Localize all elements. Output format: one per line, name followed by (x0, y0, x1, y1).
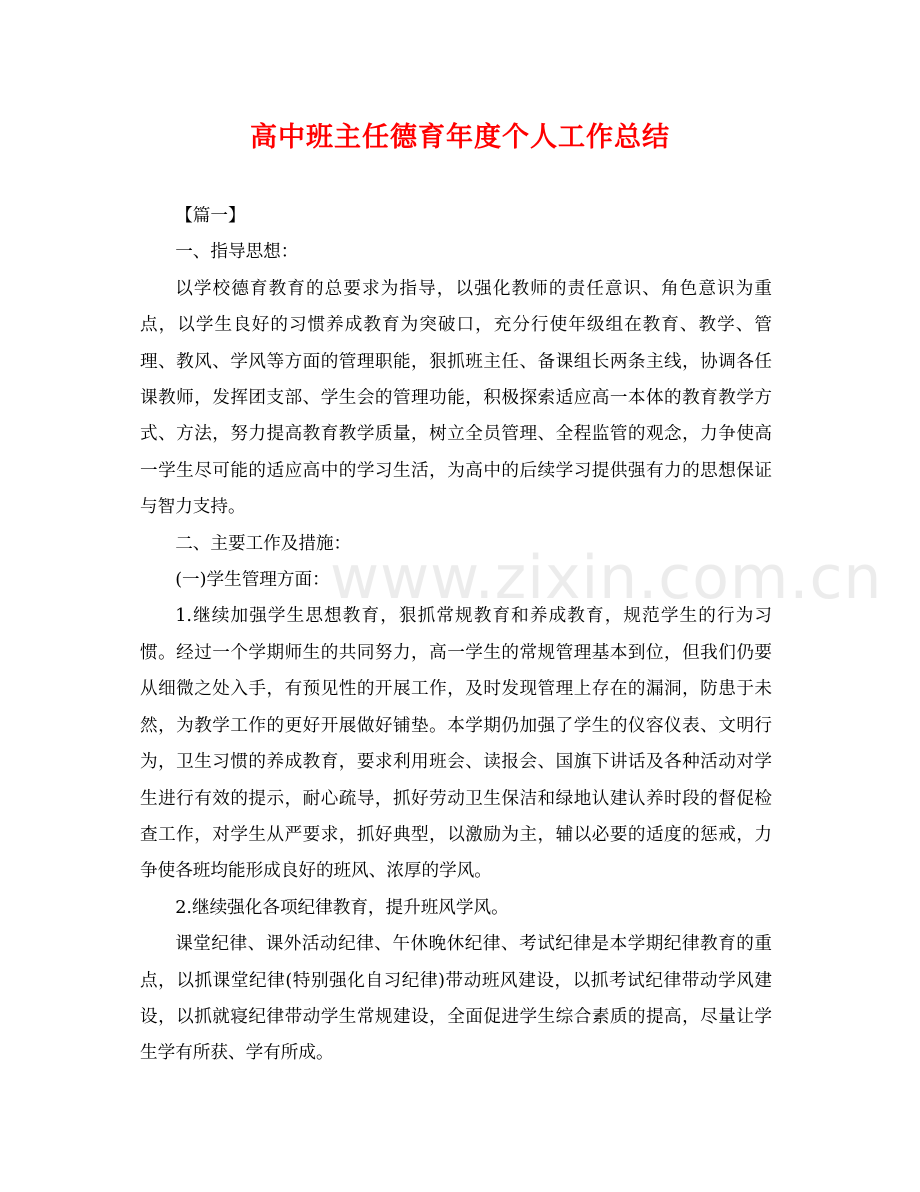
paragraph-item-1: 1.继续加强学生思想教育，狠抓常规教育和养成教育，规范学生的行为习惯。经过一个学期师生的共同努力，高一学生的常规管理基本到位，但我们仍要从细微之处入手，有预见性的开展工作，及时发现管理上存在的漏洞，防患于未然，为教学工作的更好开展做好铺垫。本学期仍加强了学生的仪容仪表、文明行为，卫生习惯的养成教育，要求利用班会、读报会、国旗下讲话及各种活动对学生进行有效的提示，耐心疏导，抓好劳动卫生保洁和绿地认建认养时段的督促检查工作，对学生从严要求，抓好典型，以激励为主，辅以必要的适度的惩戒，力争使各班均能形成良好的班风、浓厚的学风。 (140, 606, 772, 882)
document-body (140, 198, 772, 1072)
paragraph-guiding-ideology: 以学校德育教育的总要求为指导，以强化教师的责任意识、角色意识为重点，以学生良好的习惯养成教育为突破口，充分行使年级组在教育、教学、管理、教风、学风等方面的管理职能，狠抓班主任、备课组长两条主线，协调各任课教师，发挥团支部、学生会的管理功能，积极探索适应高一本体的教育教学方式、方法，努力提高教育教学质量，树立全员管理、全程监管的观念，力争使高一学生尽可能的适应高中的学习生活，为高中的后续学习提供强有力的思想保证与智力支持。 (140, 278, 772, 518)
paragraph-discipline: 课堂纪律、课外活动纪律、午休晚休纪律、考试纪律是本学期纪律教育的重点，以抓课堂纪律(特别强化自习纪律)带动班风建设，以抓考试纪律带动学风建设，以抓就寝纪律带动学生常规建设，全面促进学生综合素质的提高，尽量让学生学有所获、学有所成。 (140, 934, 772, 1064)
heading-main-work: 二、主要工作及措施： (175, 533, 352, 554)
subheading-student-management: (一)学生管理方面： (175, 570, 330, 591)
document-title: 高中班主任德育年度个人工作总结 (250, 122, 670, 153)
watermark: www.zixin.com.cn (330, 543, 883, 613)
paragraph-item-2: 2.继续强化各项纪律教育，提升班风学风。 (175, 897, 509, 918)
heading-guiding-ideology: 一、指导思想： (175, 242, 299, 263)
section-heading-part-one: 【篇一】 (175, 206, 246, 226)
